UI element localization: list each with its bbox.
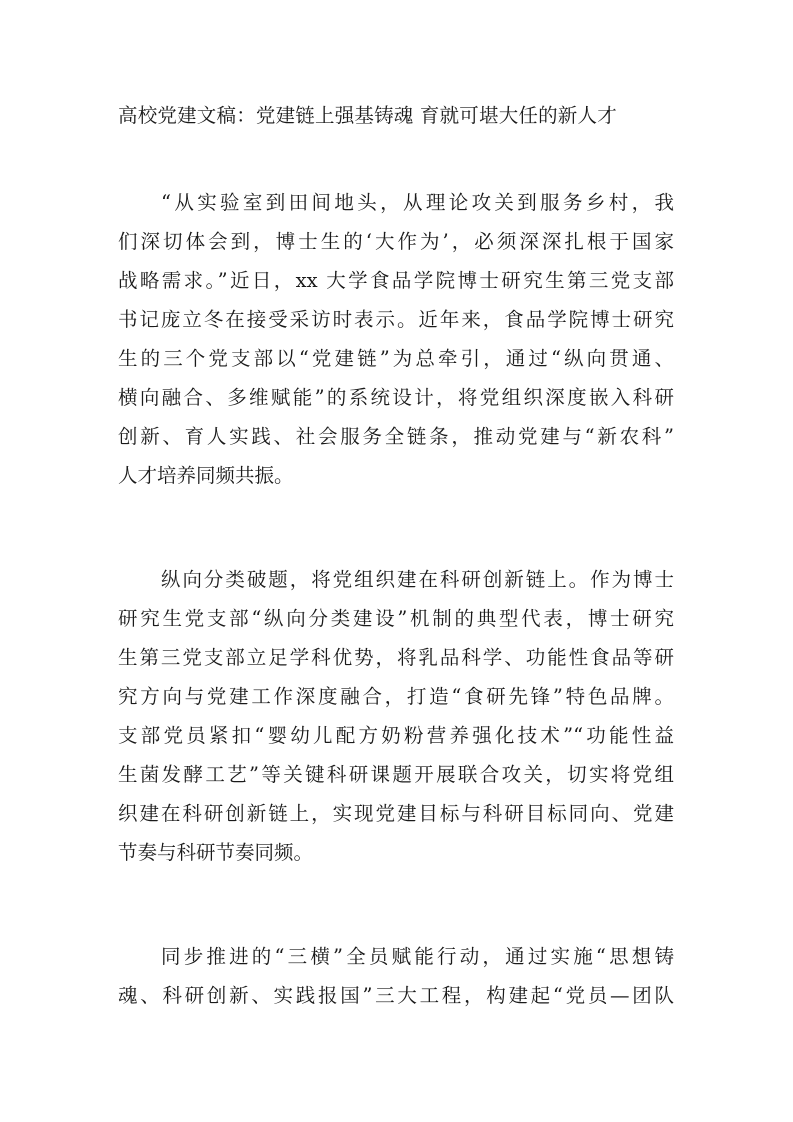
paragraph-1-line-4: 书记庞立冬在接受采访时表示。近年来，食品学院博士研究 bbox=[118, 308, 674, 331]
paragraph-1-line-6: 横向融合、多维赋能”的系统设计，将党组织深度嵌入科研 bbox=[118, 386, 674, 409]
paragraph-2-line-2: 研究生党支部“纵向分类建设”机制的典型代表，博士研究 bbox=[118, 607, 674, 630]
paragraph-1-line-3: 战略需求。”近日，xx 大学食品学院博士研究生第三党支部 bbox=[118, 269, 674, 292]
paragraph-2-line-5: 支部党员紧扣“婴幼儿配方奶粉营养强化技术”“功能性益 bbox=[118, 724, 674, 747]
paragraph-2-line-3: 生第三党支部立足学科优势，将乳品科学、功能性食品等研 bbox=[118, 646, 674, 669]
paragraph-1-line-2: 们深切体会到，博士生的‘大作为’，必须深深扎根于国家 bbox=[118, 230, 674, 253]
paragraph-1-line-8: 人才培养同频共振。 bbox=[118, 464, 294, 487]
paragraph-1-line-5: 生的三个党支部以“党建链”为总牵引，通过“纵向贯通、 bbox=[118, 347, 674, 370]
paragraph-2-line-6: 生菌发酵工艺”等关键科研课题开展联合攻关，切实将党组 bbox=[118, 763, 674, 786]
paragraph-2-line-4: 究方向与党建工作深度融合，打造“食研先锋”特色品牌。 bbox=[118, 685, 674, 708]
paragraph-3-line-1: 同步推进的“三横”全员赋能行动，通过实施“思想铸 bbox=[161, 945, 674, 968]
paragraph-2-line-8: 节奏与科研节奏同频。 bbox=[118, 841, 314, 864]
paragraph-2-line-1: 纵向分类破题，将党组织建在科研创新链上。作为博士 bbox=[161, 568, 674, 591]
paragraph-1-line-1: “从实验室到田间地头，从理论攻关到服务乡村，我 bbox=[161, 191, 674, 214]
paragraph-3-line-2: 魂、科研创新、实践报国”三大工程，构建起“党员—团队 bbox=[118, 984, 674, 1007]
paragraph-1-line-7: 创新、育人实践、社会服务全链条，推动党建与“新农科” bbox=[118, 425, 674, 448]
document-title: 高校党建文稿：党建链上强基铸魂 育就可堪大任的新人才 bbox=[118, 104, 617, 127]
paragraph-2-line-7: 织建在科研创新链上，实现党建目标与科研目标同向、党建 bbox=[118, 802, 674, 825]
